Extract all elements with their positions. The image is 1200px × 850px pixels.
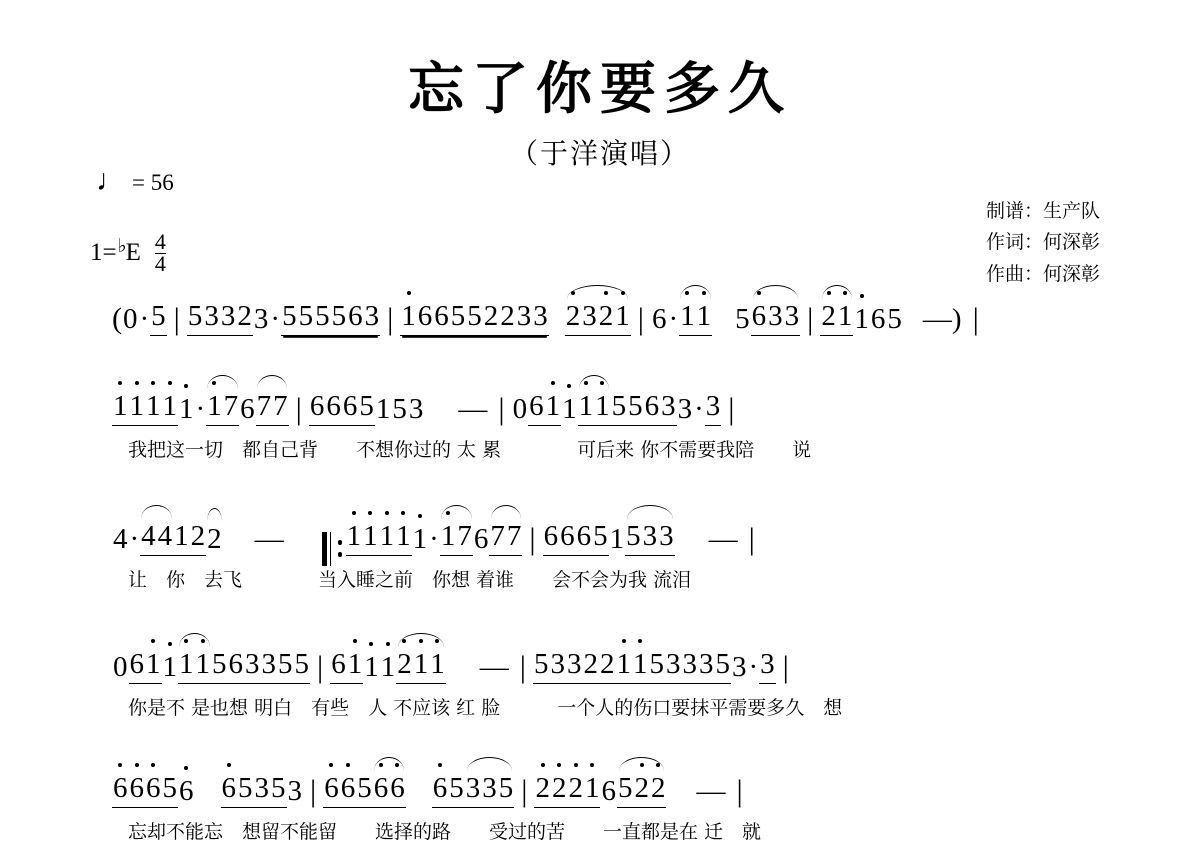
note: 6 [529, 390, 544, 422]
note: 2 [565, 300, 581, 332]
note: 6 [129, 648, 144, 680]
note: 3 [465, 772, 481, 804]
note: 1 [615, 300, 630, 332]
beamed-group [323, 772, 373, 808]
note: 3 [677, 393, 693, 425]
credit-composer: 作曲：何深彰 [985, 262, 1100, 285]
notation-line [0, 772, 1200, 808]
note: 6 [340, 772, 356, 804]
beamed-group [129, 648, 162, 684]
note: 6 [652, 303, 667, 335]
note: 5 [151, 300, 166, 332]
note: 3 [698, 648, 714, 680]
beamed-group [346, 520, 412, 556]
note: 1 [545, 390, 561, 422]
note: 7 [506, 520, 522, 552]
note: 1 [363, 520, 378, 552]
note: 1 [609, 523, 625, 555]
note: 1 [162, 651, 177, 683]
beamed-group [277, 648, 310, 684]
note: 3 [682, 648, 697, 680]
barline: | [521, 773, 528, 808]
beamed-group [187, 300, 253, 336]
note: 1 [562, 393, 577, 425]
note: 2 [650, 772, 666, 804]
beamed-group [533, 648, 731, 684]
barline: | [317, 649, 324, 684]
page-title: 忘了你要多久 [408, 57, 792, 122]
duration-dot: · [195, 393, 206, 425]
note: 7 [256, 390, 272, 422]
beamed-group [751, 300, 801, 336]
sustain-dash: — [479, 651, 509, 683]
note: 1 [396, 520, 411, 552]
key-name: E [125, 239, 141, 267]
note: 1 [440, 520, 456, 552]
note: 6 [324, 772, 339, 804]
note: 5 [271, 772, 286, 804]
beamed-group [373, 772, 406, 808]
note: 6 [326, 390, 341, 422]
music-row [0, 520, 1200, 592]
beamed-group [534, 772, 600, 808]
note: 1 [584, 772, 600, 804]
note: 6 [417, 300, 433, 332]
duration-dot: · [668, 303, 679, 335]
note: 1 [696, 300, 712, 332]
note: 1 [162, 390, 177, 422]
beamed-group [112, 390, 178, 426]
note: 6 [473, 523, 489, 555]
beamed-group [611, 390, 677, 426]
note: 6 [221, 772, 236, 804]
tempo-value: = 56 [132, 170, 174, 195]
note: 5 [887, 303, 902, 335]
note: 1 [129, 390, 144, 422]
note: 5 [593, 520, 608, 552]
note: 2 [483, 300, 499, 332]
music-row [0, 300, 1200, 336]
note: 4 [157, 520, 173, 552]
beamed-group [489, 520, 522, 556]
lyric-line: 我把这一切 都自己背 不想你过的 太 累 可后来 你不需要我陪 说 [128, 439, 812, 461]
note: 6 [129, 772, 144, 804]
barline: | [173, 301, 180, 336]
barline: | [728, 391, 735, 426]
slur-group [206, 523, 223, 556]
note: 5 [282, 300, 297, 332]
note: 1 [174, 520, 189, 552]
flat-icon: ♭ [117, 235, 127, 257]
note: 5 [238, 772, 253, 804]
duration-dot: · [129, 523, 140, 555]
quarter-note-icon: ♩ [96, 164, 126, 197]
note: 6 [870, 303, 886, 335]
note: 1 [207, 390, 222, 422]
barline: | [807, 301, 814, 336]
note: 1 [616, 648, 631, 680]
sustain-dash: — [696, 775, 726, 807]
note: 0 [512, 393, 528, 425]
beamed-group [150, 300, 167, 336]
beamed-group [330, 648, 363, 684]
note: 2 [207, 523, 222, 555]
note: 5 [649, 648, 664, 680]
note: 1 [375, 393, 391, 425]
note: 5 [212, 648, 227, 680]
note: 3 [254, 772, 269, 804]
beamed-group [440, 520, 473, 556]
note: 3 [482, 772, 497, 804]
music-row [0, 390, 1200, 462]
note: 2 [598, 300, 614, 332]
note: 2 [500, 300, 515, 332]
note: 5 [278, 648, 293, 680]
duration-dot: · [270, 303, 281, 335]
note: 1 [401, 300, 416, 332]
note: 2 [535, 772, 550, 804]
note: 6 [432, 772, 448, 804]
beamed-group [625, 520, 675, 556]
note: 6 [543, 520, 559, 552]
time-denominator: 4 [154, 250, 166, 276]
beamed-group [211, 648, 277, 684]
note: 3 [768, 300, 783, 332]
note: 3 [220, 300, 236, 332]
beamed-group [309, 390, 375, 426]
note: 0 [113, 651, 128, 683]
tempo-marking [96, 164, 174, 198]
beamed-group [281, 300, 380, 336]
note: 1 [412, 523, 428, 555]
barline: | [736, 773, 743, 808]
note: 3 [516, 300, 532, 332]
beamed-group [820, 300, 853, 336]
music-row [0, 772, 1200, 844]
note: 1 [632, 648, 648, 680]
note: 1 [380, 651, 396, 683]
note: 6 [309, 390, 325, 422]
barline: | [782, 649, 789, 684]
note: 3 [582, 300, 597, 332]
note: 6 [342, 390, 358, 422]
note: 1 [680, 300, 695, 332]
note: 5 [392, 393, 407, 425]
beamed-group [543, 520, 609, 556]
credit-arranger: 制谱：生产队 [985, 200, 1100, 222]
sustain-dash: — [708, 523, 738, 555]
lyric-line: 让 你 去飞 当入睡之前 你想 着谁 会不会为我 流泪 [128, 569, 692, 591]
note: 5 [357, 772, 372, 804]
note: 6 [751, 300, 767, 332]
note: 7 [273, 390, 288, 422]
note: 1 [364, 651, 379, 683]
note: 5 [294, 648, 309, 680]
beamed-group [578, 390, 611, 426]
note: 2 [237, 300, 252, 332]
note: 6 [373, 772, 389, 804]
beamed-group [565, 300, 631, 336]
note: 7 [490, 520, 505, 552]
note: 5 [359, 390, 374, 422]
note: 3 [550, 648, 565, 680]
music-row [0, 648, 1200, 720]
note: 5 [467, 300, 482, 332]
note: 5 [449, 772, 464, 804]
note: 3 [287, 775, 302, 807]
note: 3 [642, 520, 658, 552]
duration-dot: · [139, 303, 150, 335]
note: 3 [784, 300, 800, 332]
note: 5 [735, 303, 750, 335]
note: 6 [240, 393, 255, 425]
note: 2 [583, 648, 598, 680]
note: 5 [626, 520, 641, 552]
note: 1 [595, 390, 610, 422]
note: 3 [408, 393, 424, 425]
note: 5 [450, 300, 466, 332]
note: 6 [146, 772, 161, 804]
note: 3 [204, 300, 219, 332]
notation-line [0, 520, 1200, 556]
beamed-group [617, 772, 667, 808]
note: 3 [566, 648, 582, 680]
note: 3 [245, 648, 260, 680]
note: 3 [760, 648, 775, 680]
barline: | [387, 301, 394, 336]
note: 5 [611, 390, 627, 422]
note: 3 [533, 300, 548, 332]
credit-lyricist: 作词：何深彰 [985, 231, 1100, 254]
note: 1 [413, 648, 429, 680]
barline: | [637, 301, 644, 336]
note: 4 [113, 523, 128, 555]
note: 3 [253, 303, 269, 335]
credits-block [986, 196, 1100, 290]
beamed-group [400, 300, 549, 336]
notation-line [0, 300, 1200, 336]
note: 0 [123, 303, 138, 335]
note: 1 [179, 393, 194, 425]
beamed-group [396, 648, 446, 684]
note: 2 [634, 772, 649, 804]
note: 5 [162, 772, 177, 804]
note: 3 [665, 648, 681, 680]
beamed-group [465, 772, 515, 808]
beamed-group [705, 390, 722, 426]
duration-dot: · [748, 651, 759, 683]
note: 4 [141, 520, 156, 552]
duration-dot: · [694, 393, 704, 425]
note: 1 [146, 648, 161, 680]
note: 1 [430, 648, 445, 680]
note: 5 [617, 772, 633, 804]
time-signature [154, 229, 166, 276]
notation-line [0, 390, 1200, 426]
time-numerator: 4 [154, 229, 166, 254]
note: 3 [261, 648, 276, 680]
note: 6 [331, 648, 346, 680]
note: 7 [457, 520, 472, 552]
note: 3 [364, 300, 380, 332]
key-label: 1= [90, 239, 117, 267]
note: 3 [661, 390, 676, 422]
note: 1 [195, 648, 210, 680]
sustain-dash: — [458, 393, 488, 425]
note: 6 [228, 648, 243, 680]
note: 1 [179, 648, 194, 680]
duration-dot: · [429, 523, 439, 555]
note: 6 [644, 390, 660, 422]
note: 6 [113, 772, 128, 804]
barline: | [295, 391, 302, 426]
barline: | [498, 391, 505, 426]
note: 5 [533, 648, 549, 680]
note: 1 [146, 390, 161, 422]
note: 2 [190, 520, 206, 552]
note: 1 [379, 520, 395, 552]
note: 6 [390, 772, 405, 804]
beamed-group [173, 520, 206, 556]
beamed-group [256, 390, 289, 426]
beamed-group [178, 648, 211, 684]
note: 2 [599, 648, 615, 680]
note: 6 [560, 520, 575, 552]
note: 6 [576, 520, 592, 552]
lyric-line: 你是不 是也想 明白 有些 人 不应该 红 脸 一个人的伤口要抹平需要多久 想 [128, 697, 843, 719]
note: 3 [659, 520, 674, 552]
beamed-group [528, 390, 561, 426]
note: 1 [578, 390, 594, 422]
note: 5 [331, 300, 347, 332]
note: 1 [113, 390, 128, 422]
beamed-group [112, 772, 178, 808]
phrase-open-paren: ( [112, 302, 122, 335]
barline: | [529, 521, 536, 556]
note: 5 [715, 648, 730, 680]
note: 5 [628, 390, 643, 422]
note: 6 [348, 300, 363, 332]
beamed-group [759, 648, 776, 684]
note: 7 [223, 390, 239, 422]
beamed-group [140, 520, 173, 556]
note: 2 [551, 772, 567, 804]
note: 6 [434, 300, 449, 332]
note: 6 [601, 775, 616, 807]
beamed-group [679, 300, 712, 336]
page-subtitle: （于洋演唱） [509, 137, 690, 170]
note: 2 [568, 772, 583, 804]
note: 2 [397, 648, 412, 680]
beamed-group [221, 772, 287, 808]
note: 2 [821, 300, 836, 332]
note: 5 [315, 300, 330, 332]
note: 5 [298, 300, 314, 332]
note: 6 [179, 775, 194, 807]
beamed-group [206, 390, 239, 426]
note: 5 [498, 772, 514, 804]
note: 3 [705, 390, 721, 422]
note: 5 [187, 300, 203, 332]
note: 1 [854, 303, 869, 335]
note: 1 [346, 520, 362, 552]
key-signature [90, 229, 166, 276]
lyric-line: 忘却不能忘 想留不能留 选择的路 受过的苦 一直都是在 迁 就 [128, 821, 762, 843]
notation-line [0, 648, 1200, 684]
barline: | [972, 301, 979, 336]
sustain-dash: —) [922, 303, 962, 335]
note: 1 [837, 300, 853, 332]
barline: | [748, 521, 755, 556]
beamed-group [432, 772, 465, 808]
barline: | [519, 649, 526, 684]
sustain-dash: — [254, 523, 284, 555]
note: 3 [731, 651, 747, 683]
barline: | [310, 773, 317, 808]
note: 1 [347, 648, 363, 680]
